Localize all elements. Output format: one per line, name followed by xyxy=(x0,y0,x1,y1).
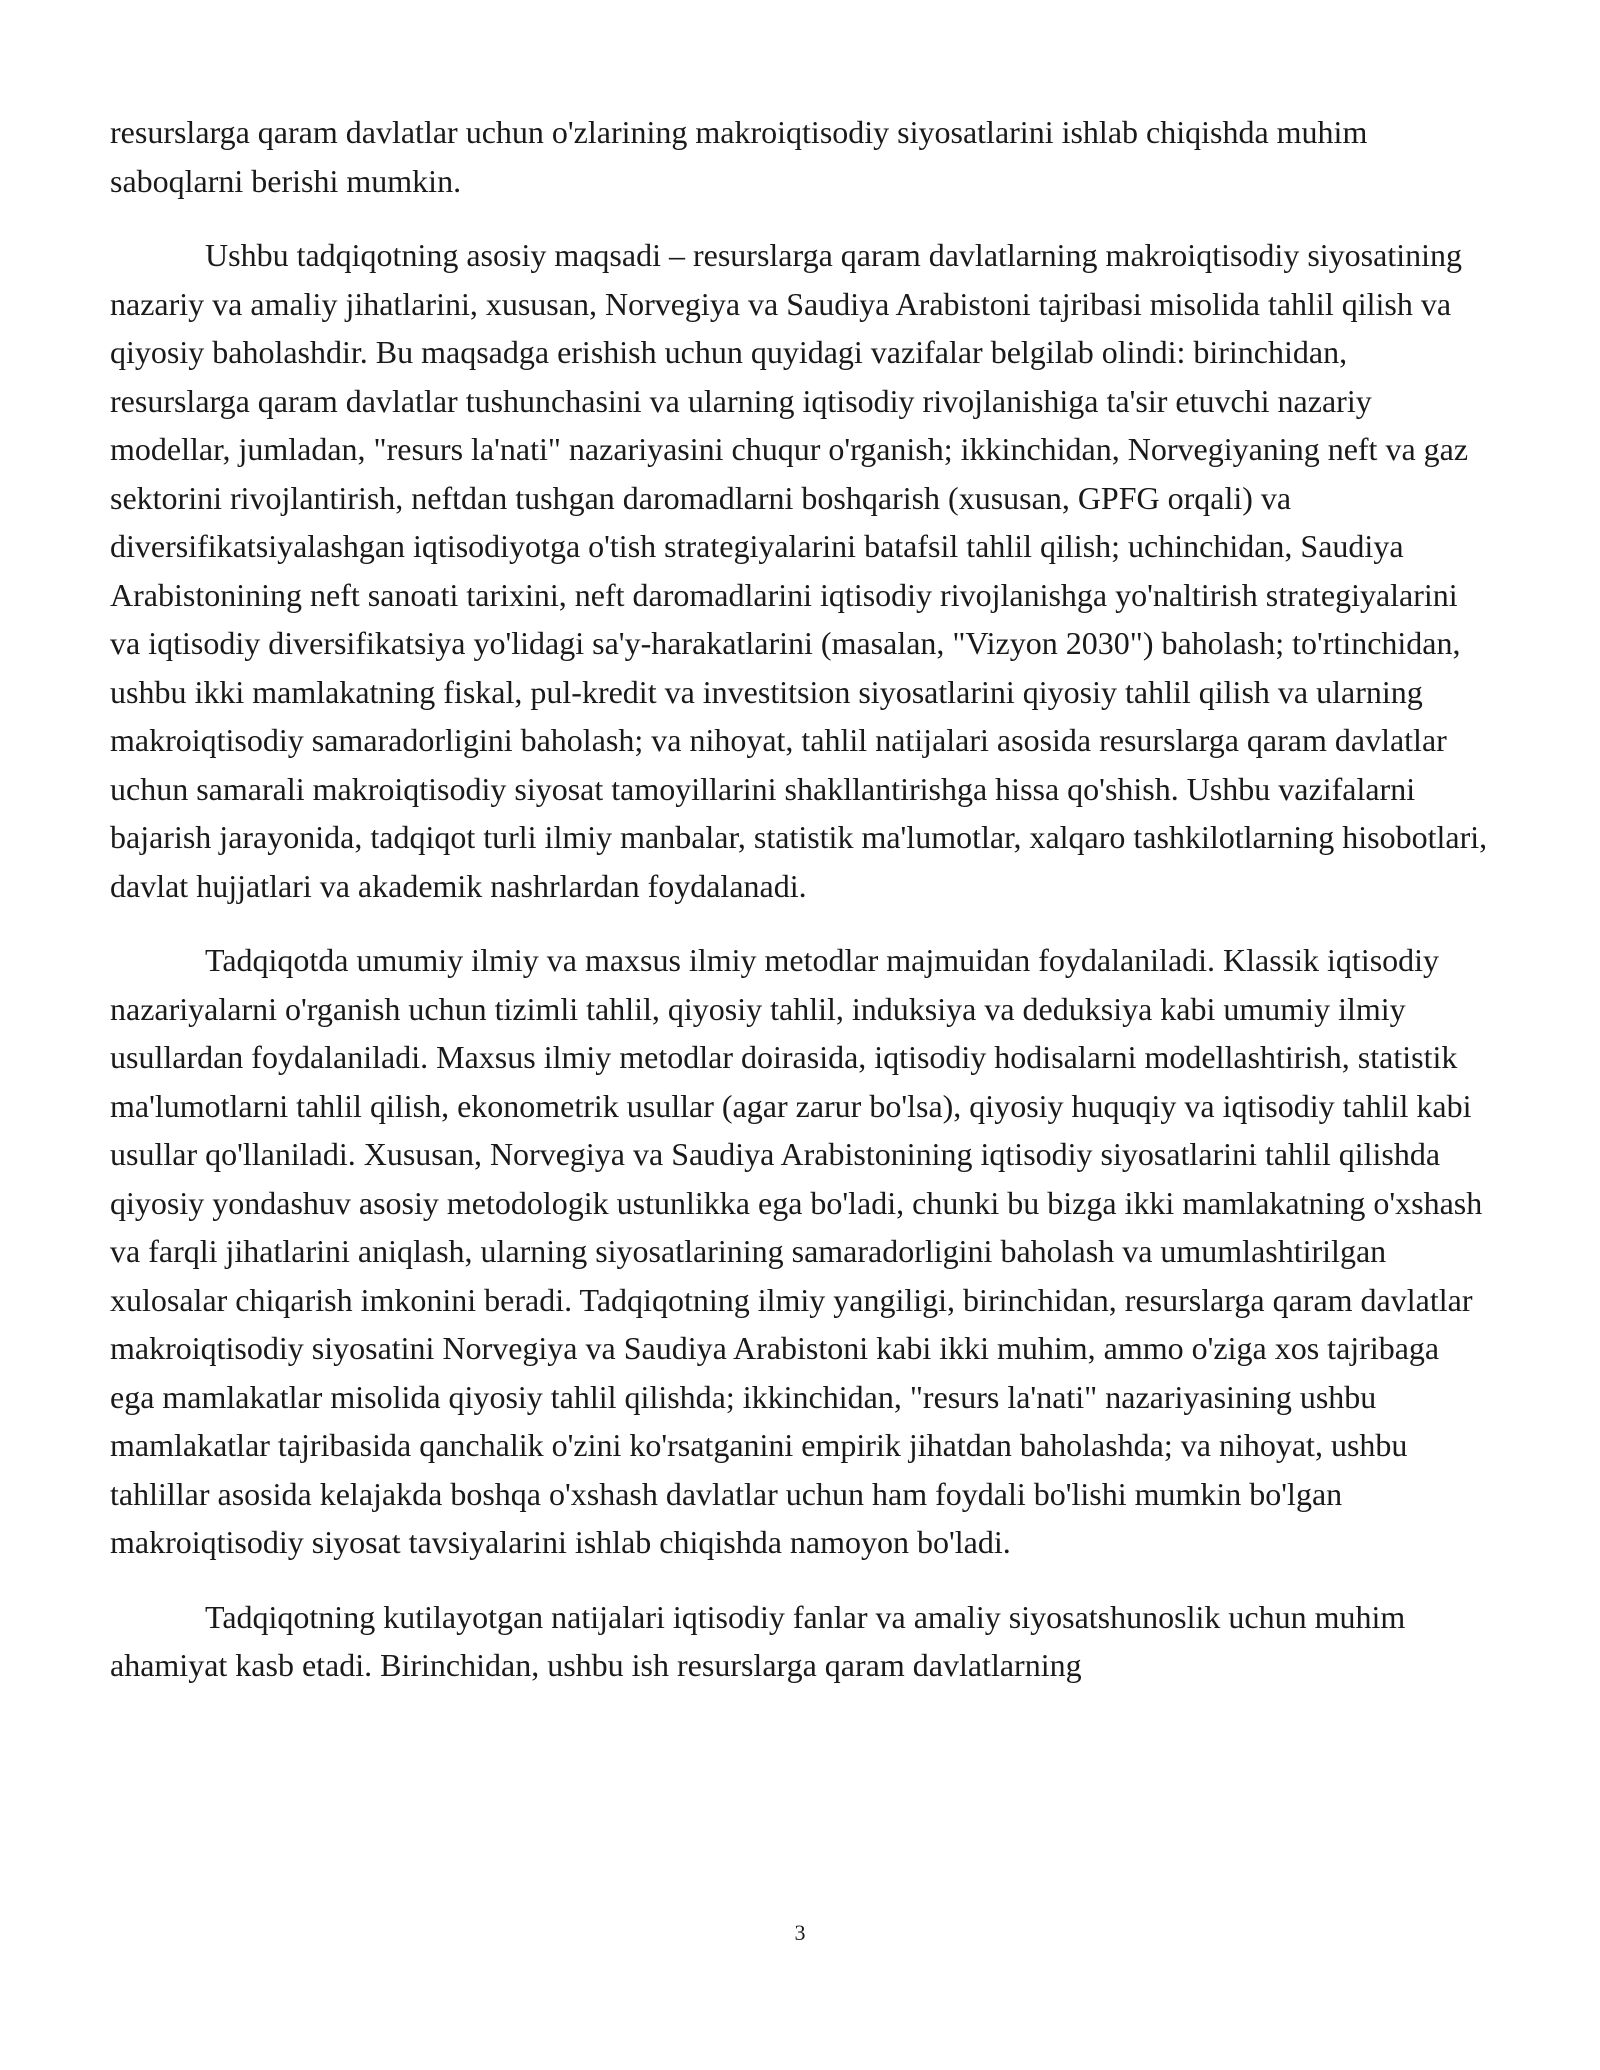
paragraph-expected-results: Tadqiqotning kutilayotgan natijalari iqtisodiy fanlar va amaliy siyosatshunoslik uchun muhim ahamiyat kasb etadi. Birinchidan, ushbu ish resurslarga qaram davlatlarning xyxy=(110,1598,1406,1683)
paragraph-methodology: Tadqiqotda umumiy ilmiy va maxsus ilmiy metodlar majmuidan foydalaniladi. Klassik iqtisodiy nazariyalarni o'rganish uchun tizimli tahlil, qiyosiy tahlil, induksiya va deduksiya kabi umumiy ilmiy usullardan foydalaniladi. Maxsus ilmiy metodlar doirasida, iqtisodiy hodisalarni modellashtirish, statistik ma'lumotlarni tahlil qilish, ekonometrik usullar (agar zarur bo'lsa), qiyosiy huquqiy va iqtisodiy tahlil kabi usullar qo'llaniladi. Xususan, Norvegiya va Saudiya Arabistonining iqtisodiy siyosatlarini tahlil qilishda qiyosiy yondashuv asosiy metodologik ustunlikka ega bo'ladi, chunki bu bizga ikki mamlakatning o'xshash va farqli jihatlarini aniqlash, ularning siyosatlarining samaradorligini baholash va umumlashtirilgan xulosalar chiqarish imkonini beradi. Tadqiqotning ilmiy yangiligi, birinchidan, resurslarga qaram davlatlar makroiqtisodiy siyosatini Norvegiya va Saudiya Arabistoni kabi ikki muhim, ammo o'ziga xos tajribaga ega mamlakatlar misolida qiyosiy tahlil qilishda; ikkinchidan, "resurs la'nati" nazariyasining ushbu mamlakatlar tajribasida qanchalik o'zini ko'rsatganini empirik jihatdan baholashda; va nihoyat, ushbu tahlillar asosida kelajakda boshqa o'xshash davlatlar uchun ham foydali bo'lishi mumkin bo'lgan makroiqtisodiy siyosat tavsiyalarini ishlab chiqishda namoyon bo'ladi. xyxy=(110,942,1483,1560)
paragraph-research-aim: Ushbu tadqiqotning asosiy maqsadi – resurslarga qaram davlatlarning makroiqtisodiy siyosatining nazariy va amaliy jihatlarini, xususan, Norvegiya va Saudiya Arabistoni tajribasi misolida tahlil qilish va qiyosiy baholashdir. Bu maqsadga erishish uchun quyidagi vazifalar belgilab olindi: birinchidan, resurslarga qaram davlatlar tushunchasini va ularning iqtisodiy rivojlanishiga ta'sir etuvchi nazariy modellar, jumladan, "resurs la'nati" nazariyasini chuqur o'rganish; ikkinchidan, Norvegiyaning neft va gaz sektorini rivojlantirish, neftdan tushgan daromadlarni boshqarish (xususan, GPFG orqali) va diversifikatsiyalashgan iqtisodiyotga o'tish strategiyalarini batafsil tahlil qilish; uchinchidan, Saudiya Arabistonining neft sanoati tarixini, neft daromadlarini iqtisodiy rivojlanishga yo'naltirish strategiyalarini va iqtisodiy diversifikatsiya yo'lidagi sa'y-harakatlarini (masalan, "Vizyon 2030") baholash; to'rtinchidan, ushbu ikki mamlakatning fiskal, pul-kredit va investitsion siyosatlarini qiyosiy tahlil qilish va ularning makroiqtisodiy samaradorligini baholash; va nihoyat, tahlil natijalari asosida resurslarga qaram davlatlar uchun samarali makroiqtisodiy siyosat tamoyillarini shakllantirishga hissa qo'shish. Ushbu vazifalarni bajarish jarayonida, tadqiqot turli ilmiy manbalar, statistik ma'lumotlar, xalqaro tashkilotlarning hisobotlari, davlat hujjatlari va akademik nashrlardan foydalanadi. xyxy=(110,237,1488,904)
page-number: 3 xyxy=(794,1920,806,1945)
body-text xyxy=(110,108,1490,1716)
paragraph-continuation: resurslarga qaram davlatlar uchun o'zlarining makroiqtisodiy siyosatlarini ishlab chiqishda muhim saboqlarni berishi mumkin. xyxy=(110,114,1368,199)
